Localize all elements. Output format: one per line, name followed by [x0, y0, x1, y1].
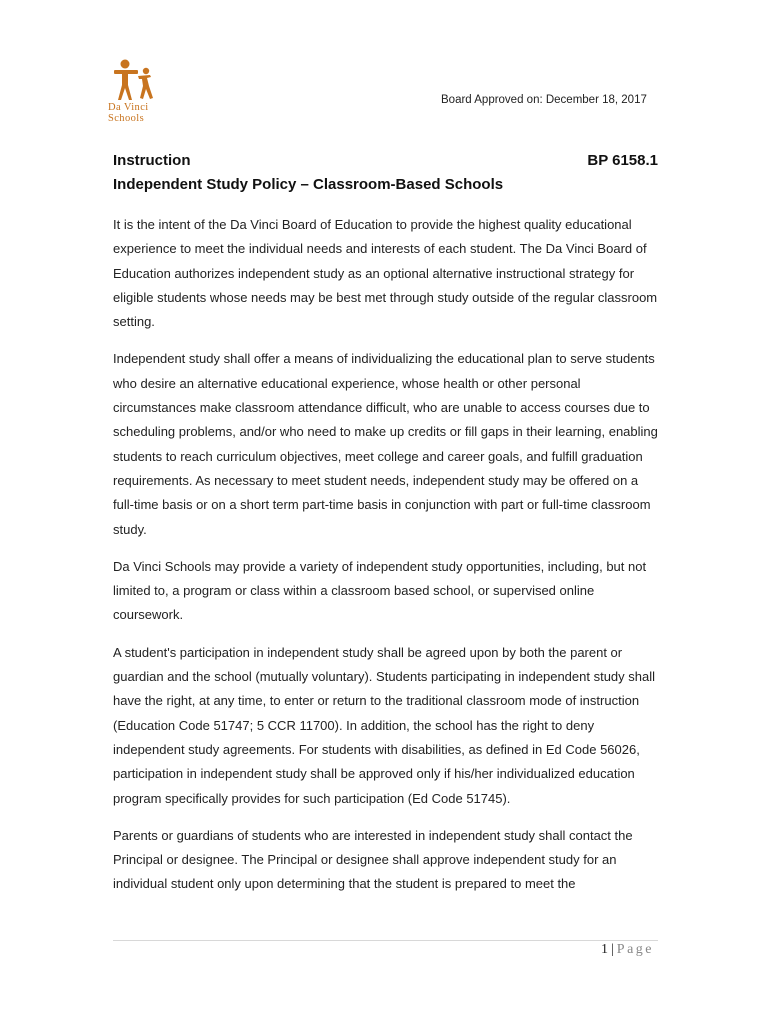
page-footer — [601, 942, 654, 958]
da-vinci-logo — [108, 58, 170, 132]
paragraph: Parents or guardians of students who are interested in independent study shall contact the Principal or designee. The Principal or designee shall approve independent study for an individual student only upon determining that the student is prepared to meet the — [113, 827, 633, 892]
heading-row — [113, 151, 658, 171]
page-label: Page — [616, 942, 654, 957]
footer-separator: | — [610, 942, 614, 957]
logo-text-line2: Schools — [108, 113, 145, 124]
board-approved-date: Board Approved on: December 18, 2017 — [441, 94, 647, 106]
logo-text-line1: Da Vinci — [108, 102, 149, 113]
policy-subtitle: Independent Study Policy – Classroom-Based Schools — [113, 176, 504, 193]
footer-divider — [113, 940, 658, 941]
paragraph: Da Vinci Schools may provide a variety of independent study opportunities, including, but not limited to, a program or class within a classroom based school, or supervised online coursework. — [113, 558, 647, 623]
paragraph: A student's participation in independent study shall be agreed upon by both the parent or guardian and the school (mutually voluntary). Students participating in independent study shall have the right, at any time, to enter or return to the traditional classroom mode of instruction (Education Code 51747; 5 CCR 11700). In addition, the school has the right to deny independent study agreements. For students with disabilities, as defined in Ed Code 56026, participation in independent study shall be approved only if his/her individualized education program specifically provides for such participation (Ed Code 51745). — [113, 644, 656, 806]
paragraph: Independent study shall offer a means of individualizing the educational plan to serve students who desire an alternative educational experience, whose health or other personal circumstances make classroom attendance difficult, who are unable to access courses due to scheduling problems, and/or who need to make up credits or fill gaps in their learning, enabling students to reach curriculum objectives, meet college and career goals, and fulfill graduation requirements. As necessary to meet student needs, independent study may be offered on a full-time basis or on a short term part-time basis in conjunction with part or full-time classroom study. — [113, 351, 658, 537]
page-number: 1 — [600, 942, 608, 957]
policy-code: BP 6158.1 — [587, 152, 658, 169]
paragraph: It is the intent of the Da Vinci Board of Education to provide the highest quality educational experience to meet the individual needs and interests of each student. The Da Vinci Board of Education authorizes independent study as an optional alternative instructional strategy for eligible students whose needs may be best met through study outside of the regular classroom setting. — [113, 217, 658, 330]
vitruvian-man-icon — [112, 58, 156, 102]
section-title: Instruction — [113, 152, 191, 169]
policy-body — [113, 213, 658, 910]
